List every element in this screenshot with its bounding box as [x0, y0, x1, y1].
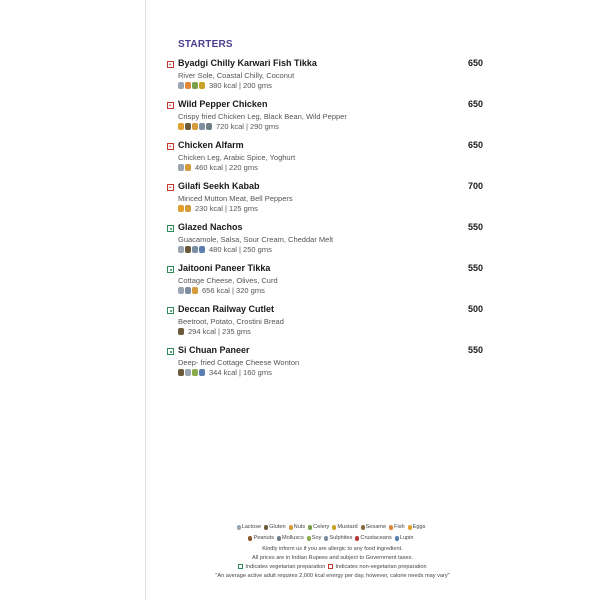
- legend-peanuts: [248, 534, 274, 543]
- item-description: Cottage Cheese, Olives, Curd: [178, 276, 278, 285]
- item-description: Crispy fried Chicken Leg, Black Bean, Wild Pepper: [178, 112, 347, 121]
- item-name: Wild Pepper Chicken: [178, 99, 268, 109]
- menu-item: [160, 99, 505, 140]
- allergen-icons: [178, 246, 205, 253]
- item-meta: [178, 81, 272, 90]
- veg-mark-icon: [167, 348, 174, 355]
- allergen-legend-row-2: [160, 534, 505, 545]
- nonveg-mark-icon: [167, 143, 174, 150]
- item-meta: [178, 286, 265, 295]
- nonveg-mark-icon: [167, 102, 174, 109]
- item-price: 650: [467, 99, 483, 109]
- item-meta: [178, 204, 258, 213]
- legend-nuts: [289, 523, 306, 532]
- section-title: STARTERS: [178, 39, 233, 50]
- menu-item: [160, 345, 505, 386]
- item-description: Guacamole, Salsa, Sour Cream, Cheddar Melt: [178, 235, 334, 244]
- legend-crustaceans: [355, 534, 391, 543]
- diet-legend: [160, 563, 505, 572]
- lactose-icon: [178, 164, 184, 171]
- legend-label: Peanuts: [253, 535, 274, 541]
- legend-label: Mustard: [337, 524, 358, 530]
- nonveg-mark-icon: [167, 184, 174, 191]
- allergen-icons: [178, 369, 205, 376]
- allergen-icons: [178, 287, 198, 294]
- mustard-icon: [199, 82, 205, 89]
- nuts-icon: [192, 287, 198, 294]
- gluten-icon: [178, 328, 184, 335]
- veg-mark-icon: [167, 225, 174, 232]
- gluten-icon: [178, 369, 184, 376]
- lupin-icon: [199, 246, 205, 253]
- item-description: Beetroot, Potato, Crostini Bread: [178, 317, 284, 326]
- legend-label: Molluscs: [282, 535, 304, 541]
- legend-soy: [307, 534, 322, 543]
- item-price: 500: [467, 304, 483, 314]
- eggs-icon: [178, 205, 184, 212]
- legend-lactose: [237, 523, 262, 532]
- legend-eggs: [408, 523, 426, 532]
- item-price: 550: [467, 263, 483, 273]
- nuts-icon: [185, 205, 191, 212]
- menu-item: [160, 263, 505, 304]
- allergen-icons: [178, 205, 191, 212]
- legend-fish: [389, 523, 405, 532]
- item-meta: [178, 368, 272, 377]
- item-name: Jaitooni Paneer Tikka: [178, 263, 271, 273]
- legend-sulphites: [324, 534, 352, 543]
- nuts-icon: [192, 123, 198, 130]
- allergy-note: Kindly inform us if you are allergic to any food ingredient.: [262, 546, 403, 552]
- legend-label: Lupin: [399, 535, 414, 541]
- item-kcal-weight: 720 kcal | 290 gms: [216, 122, 279, 131]
- lactose-icon: [237, 525, 241, 530]
- item-kcal-weight: 294 kcal | 235 gms: [188, 327, 251, 336]
- legend-label: Celery: [313, 524, 330, 530]
- item-description: Minced Mutton Meat, Bell Peppers: [178, 194, 293, 203]
- nuts-icon: [289, 525, 293, 530]
- lactose-icon: [185, 369, 191, 376]
- menu-item: [160, 140, 505, 181]
- eggs-icon: [178, 123, 184, 130]
- sulphites-icon: [199, 123, 205, 130]
- item-kcal-weight: 230 kcal | 125 gms: [195, 204, 258, 213]
- legend-molluscs: [277, 534, 304, 543]
- lupin-icon: [199, 369, 205, 376]
- item-meta: [178, 245, 272, 254]
- legend-celery: [308, 523, 329, 532]
- sesame-icon: [361, 525, 365, 530]
- molluscs-icon: [206, 123, 212, 130]
- menu-footer: [160, 523, 505, 581]
- menu-item: [160, 222, 505, 263]
- legend-gluten: [264, 523, 285, 532]
- item-name: Gilafi Seekh Kabab: [178, 181, 260, 191]
- item-meta: [178, 122, 279, 131]
- legend-label: Sulphites: [329, 535, 353, 541]
- legend-label: Crustaceans: [360, 535, 392, 541]
- sulphites-icon: [192, 246, 198, 253]
- lupin-icon: [395, 536, 399, 541]
- legend-label: Soy: [311, 535, 322, 541]
- item-name: Byadgi Chilly Karwari Fish Tikka: [178, 58, 317, 68]
- allergen-legend-row-1: [160, 523, 505, 534]
- item-price: 650: [467, 58, 483, 68]
- kcal-note: "An average active adult requires 2,000 kcal energy per day, however, calorie needs may vary": [215, 573, 450, 579]
- item-name: Chicken Alfarm: [178, 140, 244, 150]
- item-name: Deccan Railway Cutlet: [178, 304, 275, 314]
- veg-note: Indicates vegetarian preparation: [245, 564, 326, 570]
- item-kcal-weight: 460 kcal | 220 gms: [195, 163, 258, 172]
- peanuts-icon: [248, 536, 252, 541]
- item-kcal-weight: 480 kcal | 250 gms: [209, 245, 272, 254]
- fish-icon: [185, 82, 191, 89]
- allergen-icons: [178, 328, 184, 335]
- item-name: Glazed Nachos: [178, 222, 243, 232]
- celery-icon: [192, 82, 198, 89]
- legend-mustard: [332, 523, 357, 532]
- legend-label: Gluten: [269, 524, 286, 530]
- veg-mark-icon: [167, 307, 174, 314]
- item-price: 650: [467, 140, 483, 150]
- eggs-icon: [408, 525, 412, 530]
- lactose-icon: [178, 246, 184, 253]
- nonveg-note: Indicates non-vegetarian preparation: [335, 564, 427, 570]
- item-name: Si Chuan Paneer: [178, 345, 250, 355]
- nonveg-mark-icon: [328, 564, 333, 569]
- menu-page: [160, 0, 505, 600]
- gluten-icon: [185, 123, 191, 130]
- allergen-icons: [178, 82, 205, 89]
- item-description: Deep- fried Cottage Cheese Wonton: [178, 358, 300, 367]
- lactose-icon: [178, 287, 184, 294]
- legend-label: Lactose: [241, 524, 262, 530]
- item-description: River Sole, Coastal Chilly, Coconut: [178, 71, 295, 80]
- menu-items-list: [160, 58, 505, 386]
- soy-icon: [192, 369, 198, 376]
- lactose-icon: [178, 82, 184, 89]
- item-kcal-weight: 656 kcal | 320 gms: [202, 286, 265, 295]
- gluten-icon: [264, 525, 268, 530]
- item-kcal-weight: 344 kcal | 160 gms: [209, 368, 272, 377]
- sulphites-icon: [324, 536, 328, 541]
- item-description: Chicken Leg, Arabic Spice, Yoghurt: [178, 153, 296, 162]
- crustaceans-icon: [355, 536, 359, 541]
- mustard-icon: [332, 525, 336, 530]
- veg-mark-icon: [167, 266, 174, 273]
- legend-label: Sesame: [365, 524, 387, 530]
- item-price: 700: [467, 181, 483, 191]
- molluscs-icon: [277, 536, 281, 541]
- allergen-icons: [178, 123, 212, 130]
- nuts-icon: [185, 164, 191, 171]
- soy-icon: [307, 536, 311, 541]
- page-divider: [145, 0, 146, 600]
- item-meta: [178, 163, 258, 172]
- legend-label: Nuts: [293, 524, 306, 530]
- menu-item: [160, 181, 505, 222]
- veg-mark-icon: [238, 564, 243, 569]
- item-meta: [178, 327, 251, 336]
- sulphites-icon: [185, 287, 191, 294]
- legend-label: Fish: [394, 524, 405, 530]
- menu-item: [160, 304, 505, 345]
- legend-label: Eggs: [412, 524, 426, 530]
- legend-lupin: [395, 534, 414, 543]
- gluten-icon: [185, 246, 191, 253]
- prices-note: All prices are in Indian Rupees and subject to Government taxes.: [251, 555, 414, 561]
- allergen-icons: [178, 164, 191, 171]
- fish-icon: [389, 525, 393, 530]
- item-price: 550: [467, 222, 483, 232]
- menu-item: [160, 58, 505, 99]
- celery-icon: [308, 525, 312, 530]
- legend-sesame: [361, 523, 387, 532]
- item-kcal-weight: 380 kcal | 200 gms: [209, 81, 272, 90]
- nonveg-mark-icon: [167, 61, 174, 68]
- item-price: 550: [467, 345, 483, 355]
